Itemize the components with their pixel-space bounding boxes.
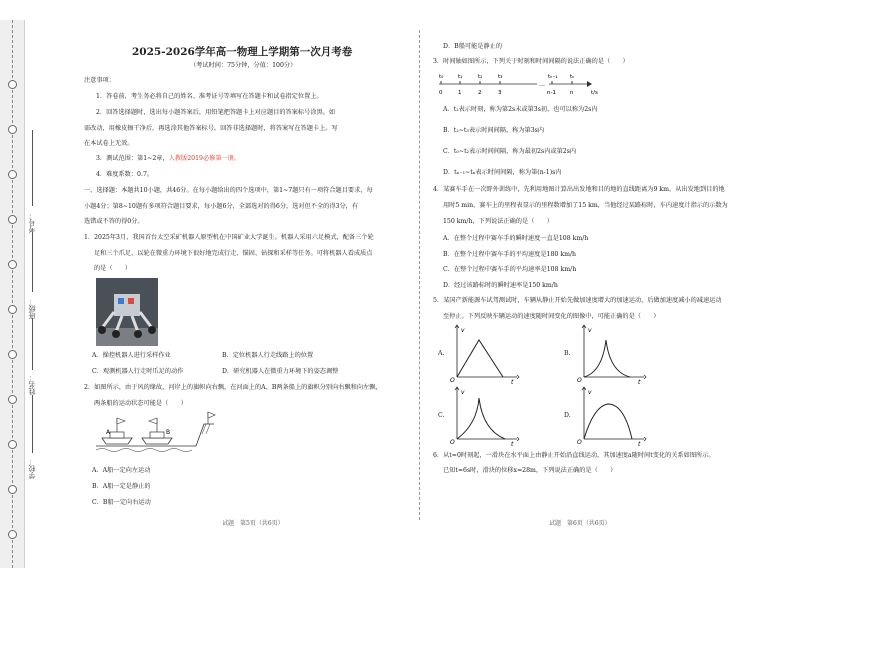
axis-top-label: tₙ [570, 74, 575, 80]
q2-line: 两条船的运动状态可能是（ ） [94, 400, 187, 407]
graph-c-label: C. [438, 412, 445, 419]
scope-text: 3．测试范围：第1~2章， [96, 155, 169, 162]
q4-option-a: A．在整个过程中赛车手的瞬时速度一直是108 km/h [443, 235, 589, 242]
binding-hole [8, 260, 17, 269]
axis-top-label: t₃ [498, 74, 503, 80]
footer-right: 试题 第6页（共6页） [549, 520, 611, 527]
q5-line: 5．某国产新能源车试驾测试时，车辆从静止开始先做加速度增大的加速运动，后做加速度减小的减速运动 [433, 297, 722, 304]
binding-hole [8, 440, 17, 449]
axis-origin: O [450, 439, 455, 446]
school-label: 学校： [28, 458, 36, 479]
robot-photo [96, 278, 158, 346]
q4-option-d: D．经过该路标时的瞬时速率是150 km/h [443, 282, 558, 289]
class-label: 班级： [28, 298, 36, 319]
note-line [96, 155, 240, 163]
axis-ellipsis: … [539, 81, 545, 88]
q5-line: 至停止。下列反映车辆运动的速度随时间变化的图像中，可能正确的是（ ） [443, 313, 660, 320]
q6-line: 6．从t=0时刻起，一滑块在水平面上由静止开始沿直线运动，其加速度a随时间t变化的关系如图所示。 [433, 452, 715, 459]
scope-red-text: 人教版2019必修第一册。 [168, 155, 241, 162]
q1-option-c: C．观测机器人行走时爪足的动作 [92, 368, 184, 375]
binding-hole [8, 395, 17, 404]
binding-hole [8, 215, 17, 224]
exam-number-label: 考号： [28, 212, 36, 233]
exam-title: 2025-2026学年高一物理上学期第一次月考卷 [132, 46, 353, 58]
q1-option-a: A．操控机器人进行采样作业 [92, 352, 171, 359]
time-axis-figure [437, 70, 607, 98]
note-line: 需改动，用橡皮擦干净后，再选涂其他答案标号。回答非选择题时，将答案写在答题卡上。写 [84, 125, 338, 132]
binding-hole [8, 80, 17, 89]
q1-line: 的是（ ） [94, 265, 132, 272]
q2-option-d: D．B船可能是静止的 [443, 43, 503, 50]
axis-t: t [511, 441, 514, 448]
name-label: 姓名： [28, 374, 36, 395]
name-field[interactable] [32, 318, 33, 370]
binding-hole [8, 350, 17, 359]
graph-a [449, 322, 519, 386]
footer-left: 试题 第5页（共6页） [222, 520, 284, 527]
graph-d [576, 384, 646, 448]
axis-t: t [638, 441, 641, 448]
section-line: 一、选择题：本题共10小题，共46分。在每小题给出的四个选项中，第1~7题只有一项符合题目要求，每 [84, 187, 373, 194]
graph-a-label: A. [438, 350, 445, 357]
q2-line: 2．如图所示，由于风的缘故，河岸上的旗帜向右飘，在河面上的A、B两条船上的旗帜分别向右飘和向左飘， [84, 384, 382, 391]
binding-strip [0, 20, 25, 568]
notes-heading: 注意事项： [84, 77, 115, 84]
note-line: 4．难度系数：0.7。 [96, 171, 154, 178]
binding-hole [8, 305, 17, 314]
axis-bottom-label: 1 [458, 90, 462, 96]
binding-hole [8, 485, 17, 494]
column-divider [419, 30, 420, 520]
note-line: 1．答卷前，考生务必将自己的姓名、准考证号等填写在答题卡和试卷指定位置上。 [96, 93, 323, 100]
axis-v: v [588, 389, 592, 396]
q4-option-c: C．在整个过程中赛车手的平均速率是108 km/h [443, 266, 577, 273]
class-field[interactable] [32, 232, 33, 292]
q1-option-d: D．研究机器人在微重力环境下的姿态调整 [222, 368, 339, 375]
robot-illustration [96, 278, 158, 346]
q4-line: 4．某赛车手在一次野外训练中，先利用地图计算出出发地和目的地的直线距离为9 km，从出发地到目的地 [433, 186, 725, 193]
q3-option-b: B．t₂~t₃表示时间间隔，称为第3s内 [443, 127, 545, 134]
axis-bottom-label: n [570, 90, 574, 96]
axis-top-label: t₁ [458, 74, 463, 80]
axis-t: t [511, 379, 514, 386]
school-field[interactable] [32, 395, 33, 453]
q4-line: 150 km/h，下列说法正确的是（ ） [443, 218, 553, 225]
binding-hole [8, 530, 17, 539]
graph-d-label: D. [564, 412, 571, 419]
boat-b-label: B [166, 429, 171, 436]
graph-b-label: B. [564, 350, 571, 357]
q3-line: 3．时间轴如图所示，下列关于时刻和时间间隔的说法正确的是（ ） [433, 58, 629, 65]
q4-option-b: B．在整个过程中赛车手的平均速度是180 km/h [443, 251, 577, 258]
boat-a-label: A [106, 429, 111, 436]
exam-number-field[interactable] [32, 130, 33, 206]
q3-option-a: A．t₂表示时刻，称为第2s末或第3s初，也可以称为2s内 [443, 106, 598, 113]
q1-line: 足和三个爪足，以轮在微重力环境下很好地完成行走、锚固、钻探和采样等任务。可将机器人看成质点 [94, 250, 373, 257]
q2-option-c: C．B船一定向右运动 [92, 499, 151, 506]
q3-option-c: C．t₀~t₂表示时间间隔，称为最初2s内或第2s内 [443, 148, 577, 155]
axis-origin: O [577, 377, 582, 384]
q4-line: 用时5 min，赛车上的里程表显示的里程数增加了15 km，当他经过某路标时，车内速度计指示的示数为 [443, 202, 728, 209]
q2-option-a: A．A船一定向左运动 [92, 467, 151, 474]
binding-hole [8, 125, 17, 134]
axis-origin: O [450, 377, 455, 384]
axis-bottom-label: 3 [498, 90, 502, 96]
q1-option-b: B．定位机器人行走线路上的位置 [222, 352, 314, 359]
note-line: 2．回答选择题时，选出每小题答案后，用铅笔把答题卡上对应题目的答案标号涂黑。如 [96, 109, 336, 116]
binding-hole [8, 170, 17, 179]
boats-figure [96, 410, 216, 460]
axis-bottom-label: 2 [478, 90, 482, 96]
q2-option-b: B．A船一定是静止的 [92, 483, 151, 490]
graph-b [576, 322, 646, 386]
axis-origin: O [577, 439, 582, 446]
axis-bottom-label: 0 [439, 90, 443, 96]
axis-top-label: t₂ [478, 74, 483, 80]
axis-top-label: t₀ [439, 74, 444, 80]
q6-line: 已知t=6s时，滑块的位移x=28m，下列说法正确的是（ ） [443, 467, 617, 474]
exam-subtitle: （考试时间：75分钟，分值：100分） [190, 62, 297, 69]
axis-t: t [638, 379, 641, 386]
axis-bottom-label: n-1 [547, 90, 556, 96]
section-line: 小题4分；第8~10题有多项符合题目要求，每小题6分，全部选对的得6分，选对但不全的得3分，有 [84, 203, 359, 210]
axis-v: v [588, 327, 592, 334]
note-line: 在本试卷上无效。 [84, 140, 134, 147]
axis-v: v [461, 327, 465, 334]
axis-bottom-label: t/s [591, 90, 598, 96]
axis-v: v [461, 389, 465, 396]
q1-line: 1．2025年3月，我国首台太空采矿机器人原型机在中国矿业大学诞生。机器人采用六足模式，配备三个轮 [84, 234, 374, 241]
graph-c [449, 384, 519, 448]
section-line: 选错或不答的得0分。 [84, 218, 144, 225]
q3-option-d: D．tₙ₋₁~tₙ表示时间间隔，称为第(n-1)s内 [443, 169, 562, 176]
axis-top-label: tₙ₋₁ [548, 74, 558, 80]
axis-ticks [441, 81, 572, 84]
